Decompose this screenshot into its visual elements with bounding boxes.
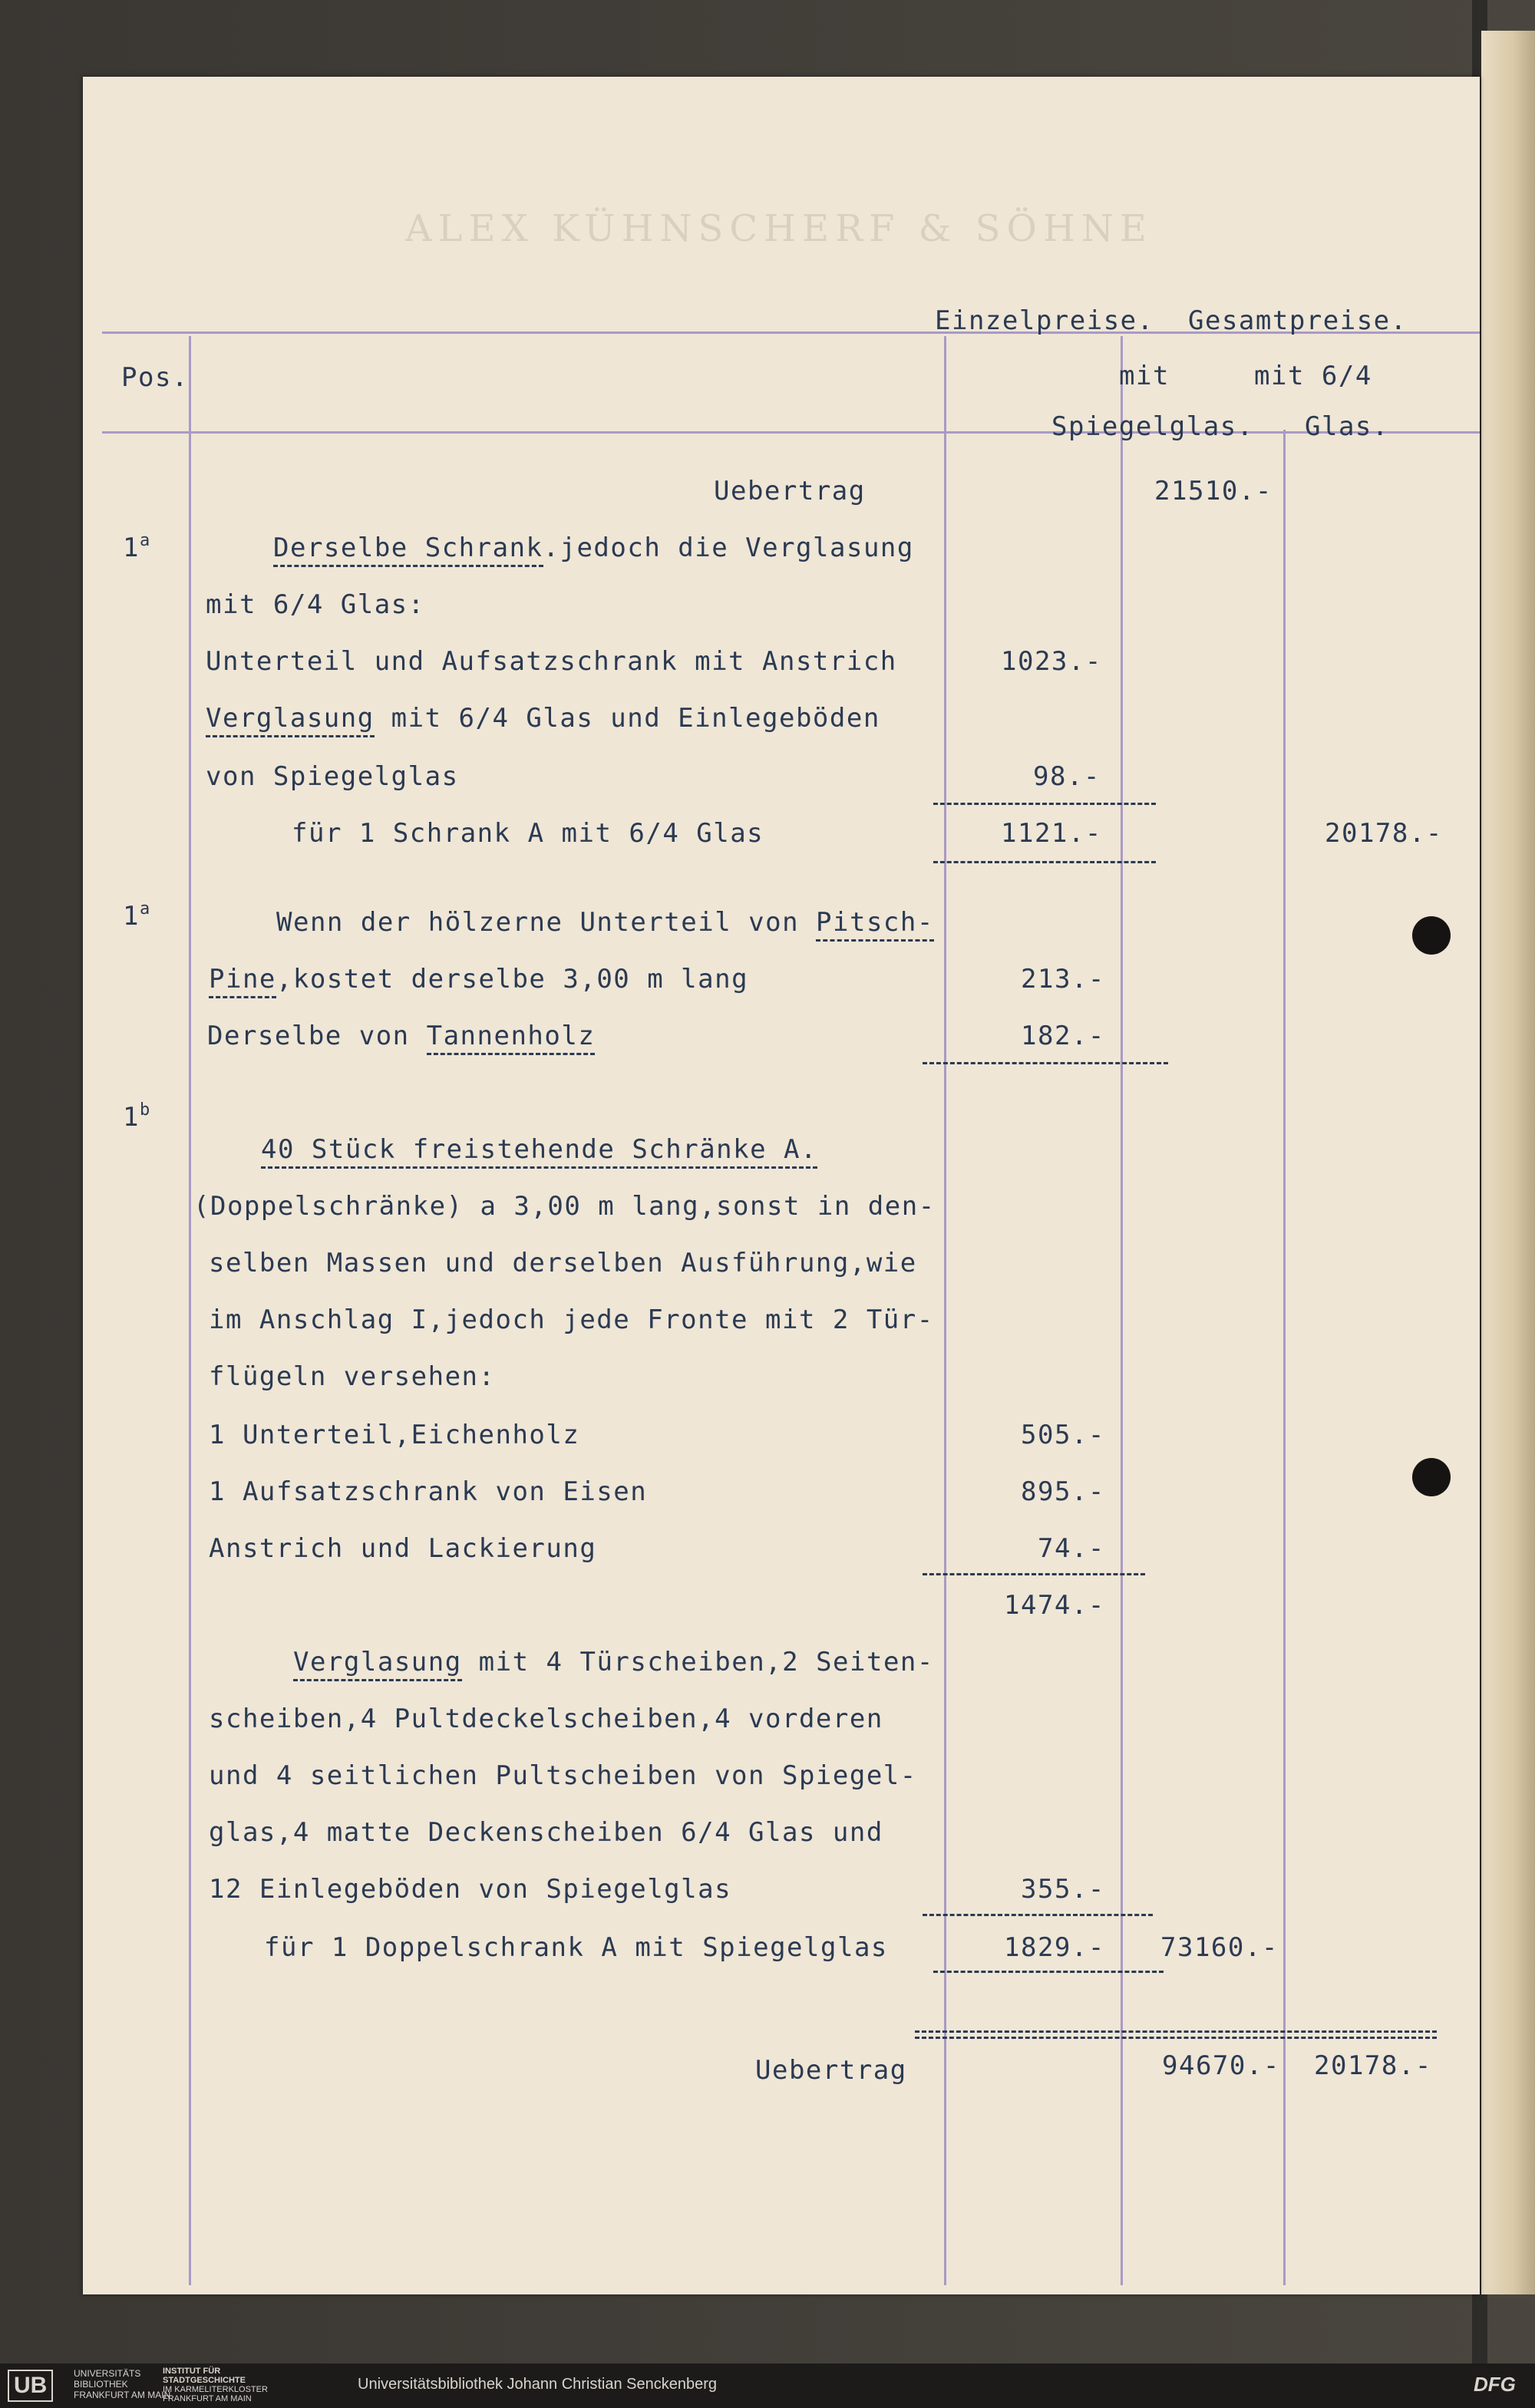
doppelschrank-price: 1829.- xyxy=(1004,1932,1105,1963)
tannenholz-price: 182.- xyxy=(1021,1021,1105,1051)
header-col2-line1: mit 6/4 xyxy=(1254,361,1372,391)
pos-1a-first: 1$^a$ xyxy=(123,531,151,563)
vg-line-2: scheiben,4 Pultdeckelscheiben,4 vorderen xyxy=(209,1704,883,1734)
uebertrag-bottom-label: Uebertrag xyxy=(755,2055,907,2086)
aufsatz-eisen-price: 895.- xyxy=(1021,1476,1105,1507)
show-through-letterhead: ALEX KÜHNSCHERF & SÖHNE xyxy=(405,207,1153,250)
vg-line-3: und 4 seitlichen Pultscheiben von Spiegel- xyxy=(209,1760,917,1791)
rule-glas-column xyxy=(1283,430,1286,2285)
fuer-schrank-a-price: 1121.- xyxy=(1001,818,1102,849)
sum-line xyxy=(923,1914,1153,1916)
sum-line xyxy=(915,2037,1437,2039)
von-spiegelglas: von Spiegelglas xyxy=(206,761,459,792)
mit-64-glas: mit 6/4 Glas: xyxy=(206,589,425,620)
ub-logo: UB xyxy=(8,2370,53,2402)
rule-einzelpreis-column xyxy=(944,336,946,2285)
pine-line: Pine,kostet derselbe 3,00 m lang xyxy=(209,964,748,995)
vg-line-4: glas,4 matte Deckenscheiben 6/4 Glas und xyxy=(209,1817,883,1848)
fuer-schrank-a: für 1 Schrank A mit 6/4 Glas xyxy=(292,818,764,849)
header-einzelpreise: Einzelpreise. xyxy=(935,305,1154,336)
von-spiegelglas-price: 98.- xyxy=(1033,761,1101,792)
sum-line xyxy=(923,1573,1145,1575)
uebertrag-top-value: 21510.- xyxy=(1154,476,1273,506)
header-col1-line2: Spiegelglas. xyxy=(1051,411,1254,442)
pine-price: 213.- xyxy=(1021,964,1105,995)
doppelschrank-total: 73160.- xyxy=(1160,1932,1279,1963)
uebertrag-bottom-glas: 20178.- xyxy=(1314,2050,1432,2081)
header-col2-line2: Glas. xyxy=(1305,411,1389,442)
doppel-line-2: selben Massen und derselben Ausführung,wie xyxy=(209,1248,917,1278)
pos-1a-second: 1$^a$ xyxy=(123,899,151,932)
header-pos: Pos. xyxy=(121,362,189,393)
unterteil-aufsatz-price: 1023.- xyxy=(1001,646,1102,677)
document-page xyxy=(83,77,1480,2294)
header-col1-line1: mit xyxy=(1119,361,1170,391)
tannenholz-line: Derselbe von Tannenholz xyxy=(207,1021,595,1051)
uebertrag-bottom-spiegel: 94670.- xyxy=(1162,2050,1280,2081)
vg-line-5: 12 Einlegeböden von Spiegelglas xyxy=(209,1874,732,1905)
wenn-hoelzerne-line: Wenn der hölzerne Unterteil von Pitsch- xyxy=(276,907,934,938)
verglasung2-line: Verglasung mit 4 Türscheiben,2 Seiten- xyxy=(293,1647,934,1677)
unterteil-aufsatz: Unterteil und Aufsatzschrank mit Anstrich xyxy=(206,646,897,677)
anstrich: Anstrich und Lackierung xyxy=(209,1533,597,1564)
ub-text: UNIVERSITÄTS BIBLIOTHEK FRANKFURT AM MAIN xyxy=(74,2368,171,2400)
rule-pos-column xyxy=(189,336,191,2285)
rule-header-bottom xyxy=(102,431,1480,434)
uebertrag-top-label: Uebertrag xyxy=(714,476,866,506)
punch-hole xyxy=(1412,1458,1451,1496)
stueck-40-heading: 40 Stück freistehende Schränke A. xyxy=(261,1134,817,1165)
anstrich-price: 74.- xyxy=(1038,1533,1105,1564)
dfg-logo: DFG xyxy=(1474,2373,1516,2396)
vg-price: 355.- xyxy=(1021,1874,1105,1905)
footer-bar xyxy=(0,2363,1535,2408)
unterteil-eiche-price: 505.- xyxy=(1021,1420,1105,1450)
library-name: Universitätsbibliothek Johann Christian Senckenberg xyxy=(358,2376,718,2393)
doppel-line-1: (Doppelschränke) a 3,00 m lang,sonst in den- xyxy=(193,1191,936,1222)
doppelschrank-line: für 1 Doppelschrank A mit Spiegelglas xyxy=(264,1932,888,1963)
sum-line xyxy=(915,2030,1437,2033)
fuer-schrank-a-total: 20178.- xyxy=(1325,818,1443,849)
sum-line xyxy=(933,1971,1164,1973)
punch-hole xyxy=(1412,916,1451,955)
sum-line xyxy=(933,861,1156,863)
doppel-line-3: im Anschlag I,jedoch jede Fronte mit 2 Tür- xyxy=(209,1305,934,1335)
unterteil-eiche: 1 Unterteil,Eichenholz xyxy=(209,1420,580,1450)
doppel-line-4: flügeln versehen: xyxy=(209,1361,496,1392)
adjacent-page-edge xyxy=(1481,31,1535,2294)
derselbe-schrank-line: Derselbe Schrank.jedoch die Verglasung xyxy=(273,533,914,563)
sum-line xyxy=(933,803,1156,805)
isg-logo-text: INSTITUT FÜR STADTGESCHICHTE IM KARMELITERKLOSTER FRANKFURT AM MAIN xyxy=(163,2367,268,2403)
subtotal: 1474.- xyxy=(1004,1590,1105,1621)
aufsatz-eisen: 1 Aufsatzschrank von Eisen xyxy=(209,1476,648,1507)
header-gesamtpreise: Gesamtpreise. xyxy=(1188,305,1408,336)
pos-1b: 1$^b$ xyxy=(123,1100,151,1133)
rule-spiegelglas-column xyxy=(1121,336,1123,2285)
sum-line xyxy=(923,1062,1168,1064)
verglasung-line: Verglasung mit 6/4 Glas und Einlegeböden xyxy=(206,703,880,734)
